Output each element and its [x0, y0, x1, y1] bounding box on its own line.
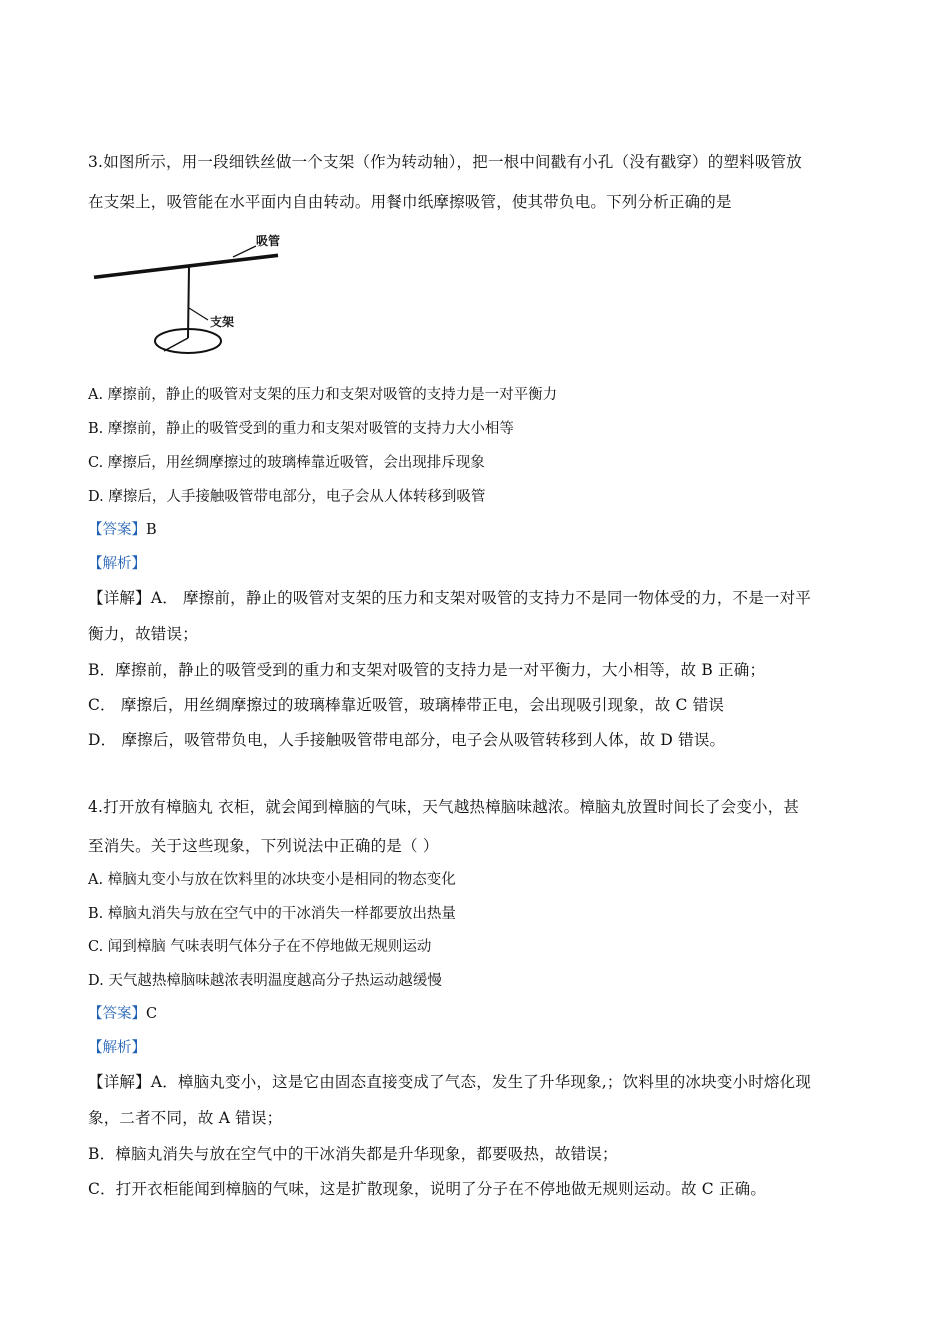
q3-option-c: C. 摩擦后，用丝绸摩擦过的玻璃棒靠近吸管，会出现排斥现象 — [88, 455, 485, 471]
q3-detail-line-1 — [88, 586, 811, 608]
q4-detail-tag: 【详解】 — [88, 1073, 151, 1091]
straw-pointer — [233, 246, 256, 257]
q3-option-b: B. 摩擦前，静止的吸管受到的重力和支架对吸管的支持力大小相等 — [88, 421, 514, 437]
straw-label: 吸管 — [256, 234, 281, 248]
q4-stem-line-1: 4.打开放有樟脑丸 衣柜，就会闻到樟脑的气味，天气越热樟脑味越浓。樟脑丸放置时间长了会变小，甚 — [88, 798, 800, 816]
q3-answer — [88, 518, 157, 539]
stand-label: 支架 — [210, 315, 235, 329]
straw-line — [94, 255, 278, 277]
q3-stem-line-1: 3.如图所示，用一段细铁丝做一个支架（作为转动轴），把一根中间戳有小孔（没有戳穿）的塑料吸管放 — [88, 153, 802, 171]
q3-detail-line-4: C． 摩擦后，用丝绸摩擦过的玻璃棒靠近吸管，玻璃棒带正电，会出现吸引现象，故 C 错误 — [88, 696, 725, 714]
q3-detail-line-5: D． 摩擦后，吸管带负电，人手接触吸管带电部分，电子会从吸管转移到人体，故 D 错误。 — [88, 731, 726, 749]
q4-option-b: B. 樟脑丸消失与放在空气中的干冰消失一样都要放出热量 — [88, 906, 456, 922]
q4-detail-line-2: 象，二者不同，故 A 错误； — [88, 1109, 283, 1127]
stand-pointer — [189, 308, 208, 320]
q4-option-d: D. 天气越热樟脑味越浓表明温度越高分子热运动越缓慢 — [88, 973, 442, 989]
q3-detail-line-2: 衡力，故错误； — [88, 625, 198, 643]
q4-option-c: C. 闻到樟脑 气味表明气体分子在不停地做无规则运动 — [88, 939, 432, 955]
q4-stem-line-2: 至消失。关于这些现象，下列说法中正确的是（ ） — [88, 837, 439, 855]
q3-detail-tag: 【详解】 — [88, 589, 151, 607]
stand-base-spoke — [164, 338, 188, 351]
q4-answer-tag: 【答案】 — [88, 1006, 146, 1022]
q4-answer — [88, 1002, 157, 1023]
straw-highlight — [94, 253, 278, 275]
q4-answer-value: C — [146, 1006, 158, 1022]
q4-detail-line-4: C．打开衣柜能闻到樟脑的气味，这是扩散现象，说明了分子在不停地做无规则运动。故 C 正确。 — [88, 1180, 767, 1198]
q4-detail-line-3: B．樟脑丸消失与放在空气中的干冰消失都是升华现象，都要吸热，故错误； — [88, 1145, 618, 1163]
q3-analysis-tag: 【解析】 — [88, 556, 146, 572]
stand-rod — [188, 267, 189, 338]
q3-answer-tag: 【答案】 — [88, 522, 146, 538]
q3-option-d: D. 摩擦后，人手接触吸管带电部分，电子会从人体转移到吸管 — [88, 489, 486, 505]
q4-option-a: A. 樟脑丸变小与放在饮料里的冰块变小是相同的物态变化 — [88, 872, 456, 888]
q4-analysis-tag: 【解析】 — [88, 1040, 146, 1056]
straw-stand-figure — [88, 228, 298, 363]
q3-detail-line-3: B．摩擦前，静止的吸管受到的重力和支架对吸管的支持力是一对平衡力，大小相等，故 B 正确； — [88, 661, 766, 679]
q3-option-a: A. 摩擦前，静止的吸管对支架的压力和支架对吸管的支持力是一对平衡力 — [88, 387, 558, 403]
q4-detail-line-1 — [88, 1070, 811, 1092]
q3-detail-text-1: A． 摩擦前，静止的吸管对支架的压力和支架对吸管的支持力不是同一物体受的力，不是一对平 — [150, 589, 812, 607]
q3-answer-value: B — [146, 522, 157, 538]
q3-stem-line-2: 在支架上，吸管能在水平面内自由转动。用餐巾纸摩擦吸管，使其带负电。下列分析正确的是 — [88, 193, 732, 211]
q4-detail-text-1: A．樟脑丸变小，这是它由固态直接变成了气态，发生了升华现象,；饮料里的冰块变小时熔化现 — [150, 1073, 812, 1091]
